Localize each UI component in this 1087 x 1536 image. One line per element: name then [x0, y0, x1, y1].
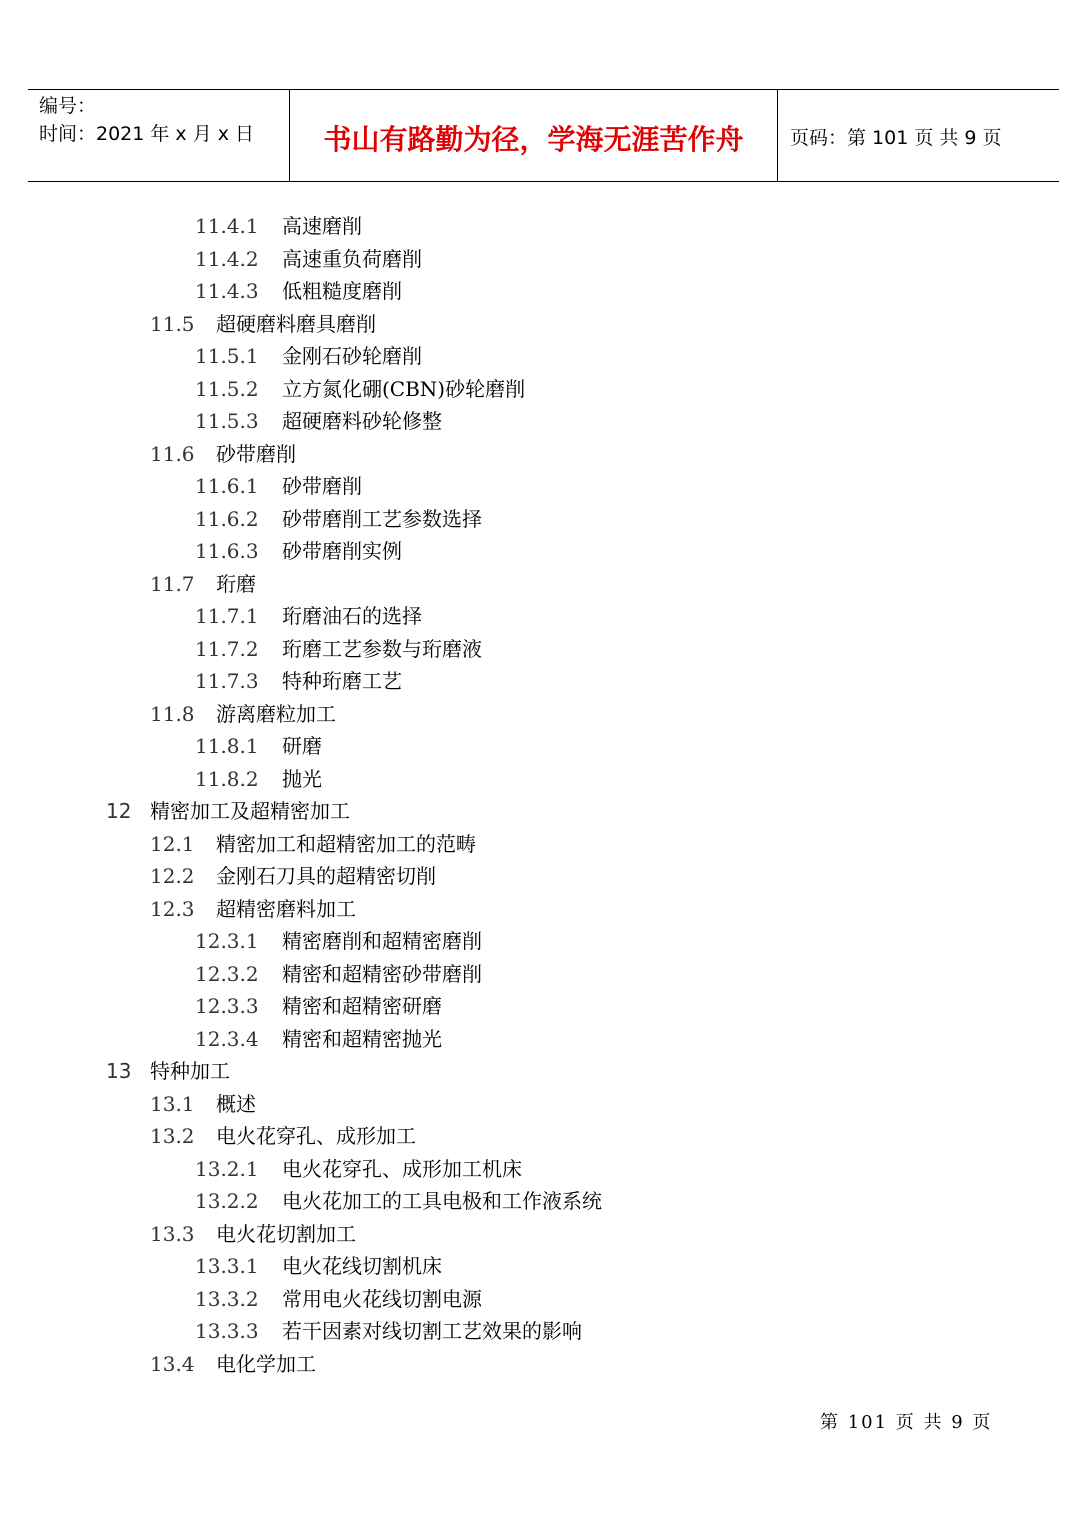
toc-entry [0, 210, 1087, 243]
toc-entry-title: 珩磨 [216, 571, 256, 596]
toc-entry-number: 13.2.1 [195, 1156, 259, 1181]
toc-entry [0, 503, 1087, 536]
toc-entry-number: 12.3.3 [195, 994, 259, 1018]
header-motto-cell [290, 90, 778, 181]
toc-entry-title: 精密和超精密研磨 [282, 994, 442, 1018]
toc-entry-title: 精密加工和超精密加工的范畴 [216, 831, 476, 856]
toc-entry-number: 13.3.3 [195, 1319, 259, 1343]
toc-entry-number: 11.8.2 [195, 766, 259, 791]
toc-entry [0, 1023, 1087, 1056]
toc-entry-title: 高速重负荷磨削 [282, 246, 422, 271]
toc-entry-number: 13.2.2 [195, 1189, 259, 1213]
toc-entry-title: 精密加工及超精密加工 [150, 799, 350, 823]
table-of-contents [0, 210, 1087, 1380]
toc-entry-title: 低粗糙度磨削 [282, 279, 402, 303]
toc-entry [0, 1250, 1087, 1283]
toc-entry-title: 概述 [216, 1091, 256, 1116]
toc-entry-number: 11.8 [150, 701, 195, 726]
header-meta-cell [28, 90, 290, 181]
toc-entry [0, 698, 1087, 731]
toc-entry-number: 13.3.2 [195, 1286, 259, 1311]
footer-page-number: 第 101 页 共 9 页 [820, 1412, 993, 1433]
toc-entry-number: 11.8.1 [195, 734, 259, 758]
toc-entry [0, 665, 1087, 698]
toc-entry [0, 893, 1087, 926]
toc-entry-title: 若干因素对线切割工艺效果的影响 [282, 1319, 582, 1343]
toc-entry-number: 11.7.2 [195, 636, 259, 661]
toc-entry-title: 金刚石刀具的超精密切削 [216, 864, 436, 888]
time-label: 时间：2021 年 x 月 x 日 [39, 123, 255, 145]
toc-entry-number: 12.2 [150, 864, 195, 888]
motto-text: 书山有路勤为径，学海无涯苦作舟 [323, 123, 744, 156]
toc-entry-number: 11.7 [150, 571, 195, 596]
toc-entry-title: 超硬磨料砂轮修整 [282, 409, 442, 433]
toc-entry [0, 763, 1087, 796]
toc-entry [0, 1055, 1087, 1088]
toc-entry-title: 珩磨工艺参数与珩磨液 [282, 636, 482, 661]
toc-entry [0, 373, 1087, 406]
toc-entry-title: 砂带磨削 [216, 441, 296, 466]
toc-entry-number: 11.5.1 [195, 344, 259, 368]
toc-entry [0, 795, 1087, 828]
toc-entry-title: 砂带磨削 [282, 474, 362, 498]
toc-entry-number: 11.6 [150, 441, 195, 466]
toc-entry [0, 308, 1087, 341]
toc-entry-number: 13.3.1 [195, 1254, 259, 1278]
toc-entry-number: 12.3.2 [195, 961, 259, 986]
serial-number-label: 编号： [39, 95, 97, 117]
toc-entry-title: 常用电火花线切割电源 [282, 1286, 482, 1311]
toc-entry-title: 精密和超精密抛光 [282, 1026, 442, 1051]
toc-entry-title: 精密和超精密砂带磨削 [282, 961, 482, 986]
toc-entry-title: 特种珩磨工艺 [282, 669, 402, 693]
toc-entry [0, 1348, 1087, 1381]
page-header [28, 89, 1059, 182]
header-page-cell [778, 90, 1059, 181]
toc-entry-title: 立方氮化硼(CBN)砂轮磨削 [282, 376, 526, 401]
toc-entry-title: 电化学加工 [216, 1351, 316, 1376]
toc-entry-number: 13.1 [150, 1091, 195, 1116]
toc-entry [0, 275, 1087, 308]
toc-entry-title: 电火花线切割机床 [282, 1254, 442, 1278]
toc-entry-title: 电火花切割加工 [216, 1221, 356, 1246]
toc-entry [0, 600, 1087, 633]
toc-entry-title: 超精密磨料加工 [216, 896, 356, 921]
toc-entry-number: 11.4.1 [195, 214, 259, 238]
toc-entry [0, 1315, 1087, 1348]
toc-entry-title: 高速磨削 [282, 214, 362, 238]
toc-entry-number: 12.1 [150, 831, 195, 856]
toc-entry-title: 研磨 [282, 734, 322, 758]
toc-entry [0, 730, 1087, 763]
toc-entry-number: 13.4 [150, 1351, 195, 1376]
toc-entry-number: 13.3 [150, 1221, 195, 1246]
toc-entry [0, 925, 1087, 958]
toc-entry [0, 958, 1087, 991]
toc-entry-number: 12.3 [150, 896, 195, 921]
toc-entry [0, 243, 1087, 276]
toc-entry-number: 11.6.2 [195, 506, 259, 531]
toc-entry-number: 13 [106, 1059, 132, 1083]
toc-entry [0, 438, 1087, 471]
toc-entry [0, 340, 1087, 373]
toc-entry-number: 12.3.1 [195, 929, 259, 953]
toc-entry-title: 特种加工 [150, 1059, 230, 1083]
toc-entry [0, 1120, 1087, 1153]
toc-entry-title: 砂带磨削实例 [282, 539, 402, 563]
toc-entry [0, 1153, 1087, 1186]
toc-entry-number: 11.5 [150, 311, 195, 336]
toc-entry-number: 11.7.1 [195, 604, 259, 628]
toc-entry-number: 13.2 [150, 1124, 195, 1148]
toc-entry-number: 11.5.2 [195, 376, 259, 401]
toc-entry [0, 1088, 1087, 1121]
toc-entry-number: 11.5.3 [195, 409, 259, 433]
toc-entry [0, 828, 1087, 861]
toc-entry-title: 电火花加工的工具电极和工作液系统 [282, 1189, 602, 1213]
toc-entry [0, 568, 1087, 601]
toc-entry-title: 金刚石砂轮磨削 [282, 344, 422, 368]
toc-entry-title: 超硬磨料磨具磨削 [216, 311, 376, 336]
toc-entry-title: 砂带磨削工艺参数选择 [282, 506, 482, 531]
toc-entry-number: 12 [106, 799, 132, 823]
toc-entry-title: 抛光 [282, 766, 322, 791]
toc-entry [0, 633, 1087, 666]
toc-entry-title: 精密磨削和超精密磨削 [282, 929, 482, 953]
toc-entry [0, 1218, 1087, 1251]
toc-entry [0, 1185, 1087, 1218]
toc-entry [0, 535, 1087, 568]
header-page-info: 页码：第 101 页 共 9 页 [790, 127, 1002, 149]
toc-entry-number: 12.3.4 [195, 1026, 259, 1051]
toc-entry-number: 11.7.3 [195, 669, 259, 693]
toc-entry-number: 11.6.1 [195, 474, 259, 498]
toc-entry-number: 11.4.2 [195, 246, 259, 271]
toc-entry-number: 11.4.3 [195, 279, 259, 303]
toc-entry [0, 990, 1087, 1023]
toc-entry-number: 11.6.3 [195, 539, 259, 563]
toc-entry-title: 电火花穿孔、成形加工机床 [282, 1156, 522, 1181]
toc-entry [0, 470, 1087, 503]
toc-entry-title: 珩磨油石的选择 [282, 604, 422, 628]
toc-entry-title: 游离磨粒加工 [216, 701, 336, 726]
toc-entry-title: 电火花穿孔、成形加工 [216, 1124, 416, 1148]
toc-entry [0, 860, 1087, 893]
toc-entry [0, 1283, 1087, 1316]
toc-entry [0, 405, 1087, 438]
